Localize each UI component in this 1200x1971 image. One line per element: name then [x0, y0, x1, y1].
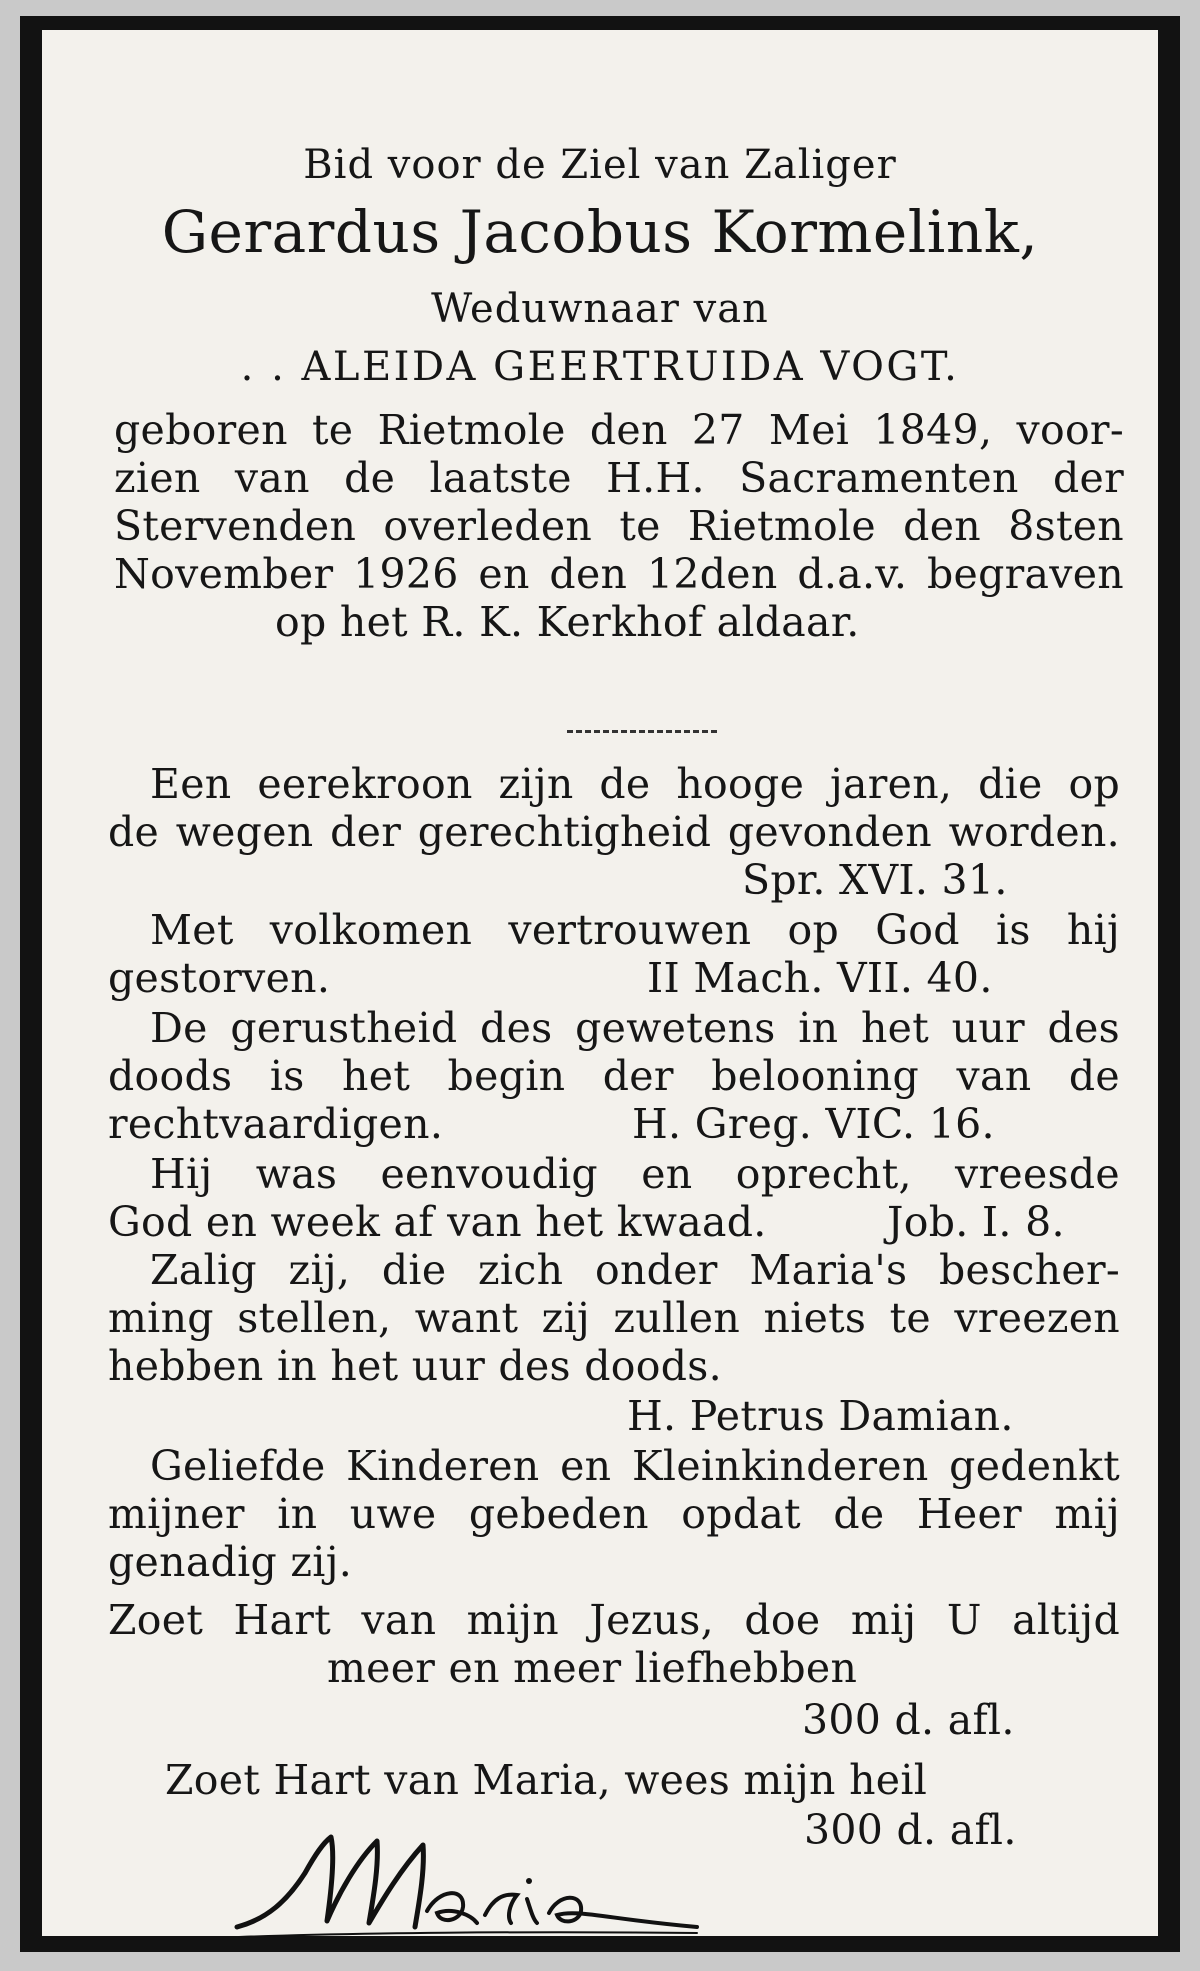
verse1-reference: Spr. XVI. 31.: [742, 856, 1008, 904]
bio-line-3: Stervenden overleden te Rietmole den 8sten: [114, 502, 1124, 550]
verse2-reference: II Mach. VII. 40.: [647, 954, 993, 1002]
maria-signature: [227, 1815, 707, 1945]
verse1-line1: Een eerekroon zijn de hooge jaren, die op: [150, 760, 1120, 808]
card-paper: [42, 30, 1158, 1936]
separator-rule: [567, 730, 717, 733]
prayer2-indulgence: 300 d. afl.: [804, 1806, 1017, 1854]
spouse-name: . . ALEIDA GEERTRUIDA VOGT.: [240, 344, 960, 390]
verse4-line2: God en week af van het kwaad.: [108, 1198, 767, 1246]
verse5-line2: ming stellen, want zij zullen niets te vreezen: [108, 1294, 1120, 1342]
memorial-card: [20, 16, 1180, 1952]
heading: Bid voor de Ziel van Zaliger: [303, 142, 897, 188]
prayer2-line1: Zoet Hart van Maria, wees mijn heil: [165, 1756, 928, 1804]
prayer1-line2: meer en meer liefhebben: [327, 1644, 858, 1692]
closing-line2: mijner in uwe gebeden opdat de Heer mij: [108, 1490, 1120, 1538]
prayer1-line1: Zoet Hart van mijn Jezus, doe mij U altijd: [108, 1596, 1120, 1644]
verse5-line3: hebben in het uur des doods.: [108, 1342, 722, 1390]
widower-label: Weduwnaar van: [431, 286, 769, 332]
verse3-line2: doods is het begin der belooning van de: [108, 1052, 1120, 1100]
verse3-line3: rechtvaardigen.: [108, 1100, 444, 1148]
bio-line-4: November 1926 en den 12den d.a.v. begraven: [114, 550, 1124, 598]
verse4-reference: Job. I. 8.: [887, 1198, 1065, 1246]
verse5-line1: Zalig zij, die zich onder Maria's bescher-: [150, 1246, 1120, 1294]
closing-line1: Geliefde Kinderen en Kleinkinderen gedenkt: [150, 1442, 1120, 1490]
prayer1-indulgence: 300 d. afl.: [802, 1696, 1015, 1744]
verse2-line2: gestorven.: [108, 954, 331, 1002]
closing-line3: genadig zij.: [108, 1538, 353, 1586]
verse3-reference: H. Greg. VIC. 16.: [632, 1100, 995, 1148]
verse5-reference: H. Petrus Damian.: [627, 1392, 1014, 1440]
bio-line-5: op het R. K. Kerkhof aldaar.: [275, 598, 860, 646]
verse1-line2: de wegen der gerechtigheid gevonden worden.: [108, 808, 1120, 856]
bio-line-2: zien van de laatste H.H. Sacramenten der: [114, 454, 1124, 502]
deceased-name: Gerardus Jacobus Kormelink,: [161, 198, 1039, 266]
verse4-line1: Hij was eenvoudig en oprecht, vreesde: [150, 1150, 1120, 1198]
verse2-line1: Met volkomen vertrouwen op God is hij: [150, 906, 1120, 954]
bio-line-1: geboren te Rietmole den 27 Mei 1849, voor-: [114, 406, 1124, 454]
verse3-line1: De gerustheid des gewetens in het uur des: [150, 1004, 1120, 1052]
